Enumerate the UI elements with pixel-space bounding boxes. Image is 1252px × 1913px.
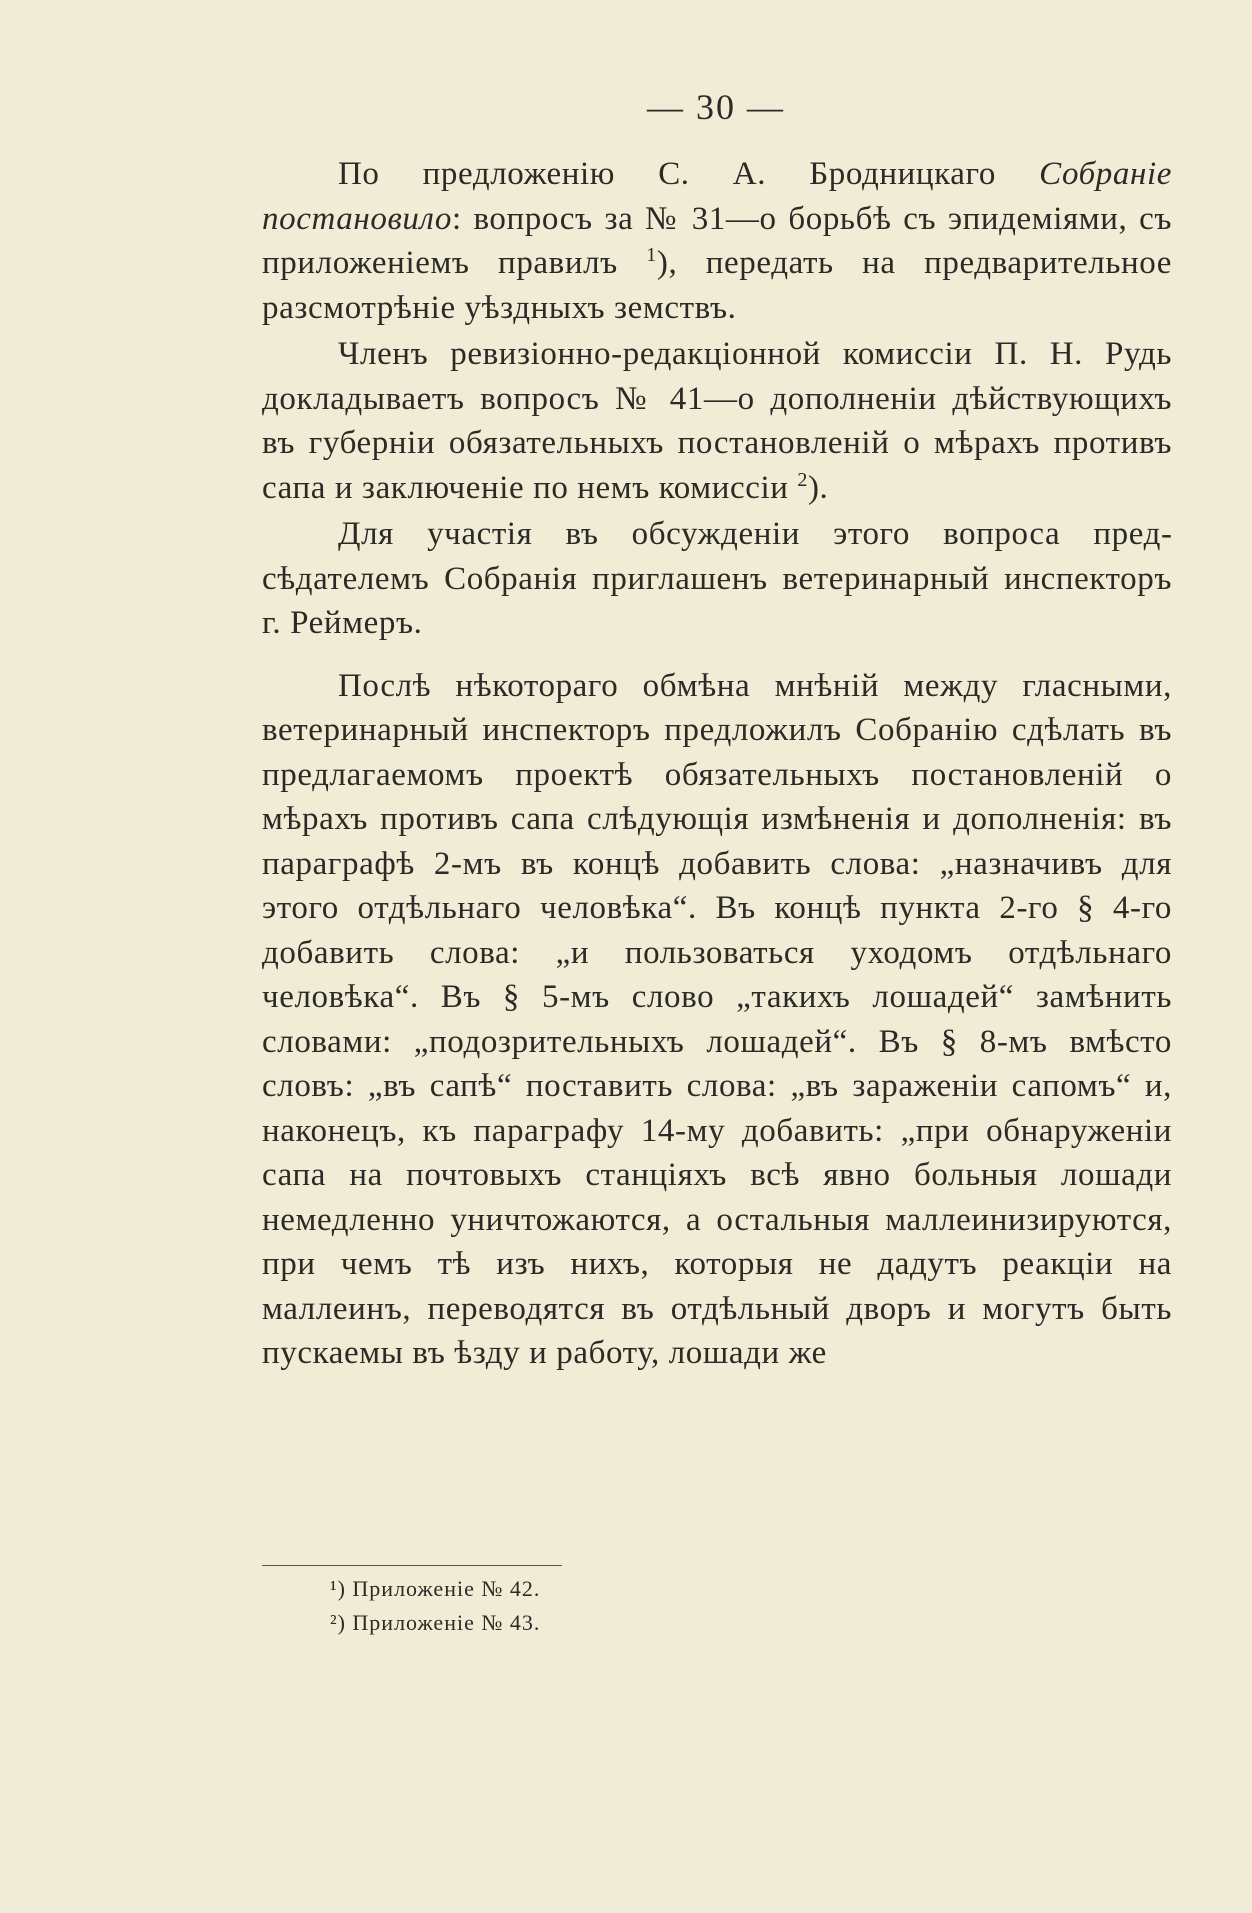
paragraph-3: Для участія въ обсужденіи этого вопроса предсѣдателемъ Собранія приглашенъ ветеринарный инспекторъ г. Реймеръ.	[262, 516, 1172, 641]
paragraph-2-text-b: ).	[807, 469, 829, 506]
footnote-ref-2: 2	[797, 468, 808, 491]
paragraph-1-text-c: ), передать на предварительное разсмотрѣніе уѣздныхъ земствъ.	[262, 245, 1172, 326]
body-text	[262, 152, 1172, 1376]
footnotes	[330, 1572, 540, 1640]
page-number: — 30 —	[647, 87, 785, 127]
paragraph-2	[262, 332, 1172, 510]
paragraph-2-text-a: Членъ ревизіонно-редакціонной комиссіи П. Н. Рудь докладываетъ вопросъ № 41—о дополненіи дѣйствующихъ въ губерніи обязательныхъ постановленій о мѣрахъ противъ сапа и заключеніе по немъ комиссіи	[262, 336, 1172, 506]
footnote-2: ²) Приложеніе № 43.	[330, 1610, 541, 1635]
paragraph-1	[262, 152, 1172, 330]
footnote-ref-1: 1	[646, 244, 657, 266]
paragraph-1-text-b: : вопросъ за № 31—о борьбѣ съ эпидеміями, съ приложеніемъ правилъ	[262, 200, 1172, 281]
footnote-1: ¹) Приложеніе № 42.	[330, 1576, 541, 1601]
paragraph-1-emphasis: Собраніе постановило	[262, 156, 1172, 237]
footnote-divider	[262, 1565, 562, 1566]
paragraph-4: Послѣ нѣкотораго обмѣна мнѣній между гласными, ветеринарный инспекторъ предложилъ Собранію сдѣлать въ предлагаемомъ проектѣ обязательныхъ постановленій о мѣрахъ противъ сапа слѣдующія измѣненія и дополненія: въ параграфѣ 2-мъ въ концѣ добавить слова: „назначивъ для этого отдѣльнаго человѣка“. Въ концѣ пункта 2-го § 4-го добавить слова: „и пользоваться уходомъ отдѣльнаго человѣка“. Въ § 5-мъ слово „такихъ лошадей“ замѣнить словами: „подозрительныхъ лошадей“. Въ § 8-мъ вмѣсто словъ: „въ сапѣ“ поставить слова: „въ зараженіи сапомъ“ и, наконецъ, къ параграфу 14-му добавить: „при обнаруженіи сапа на почтовыхъ станціяхъ всѣ явно больныя лошади немедленно уничтожаются, а остальныя маллеинизируются, при чемъ тѣ изъ нихъ, которыя не дадутъ реакціи на маллеинъ, переводятся въ отдѣльный дворъ и могутъ быть пускаемы въ ѣзду и работу, лошади же	[262, 667, 1172, 1371]
paragraph-1-text-a: По предложенію С. А. Бродницкаго	[338, 156, 1040, 192]
